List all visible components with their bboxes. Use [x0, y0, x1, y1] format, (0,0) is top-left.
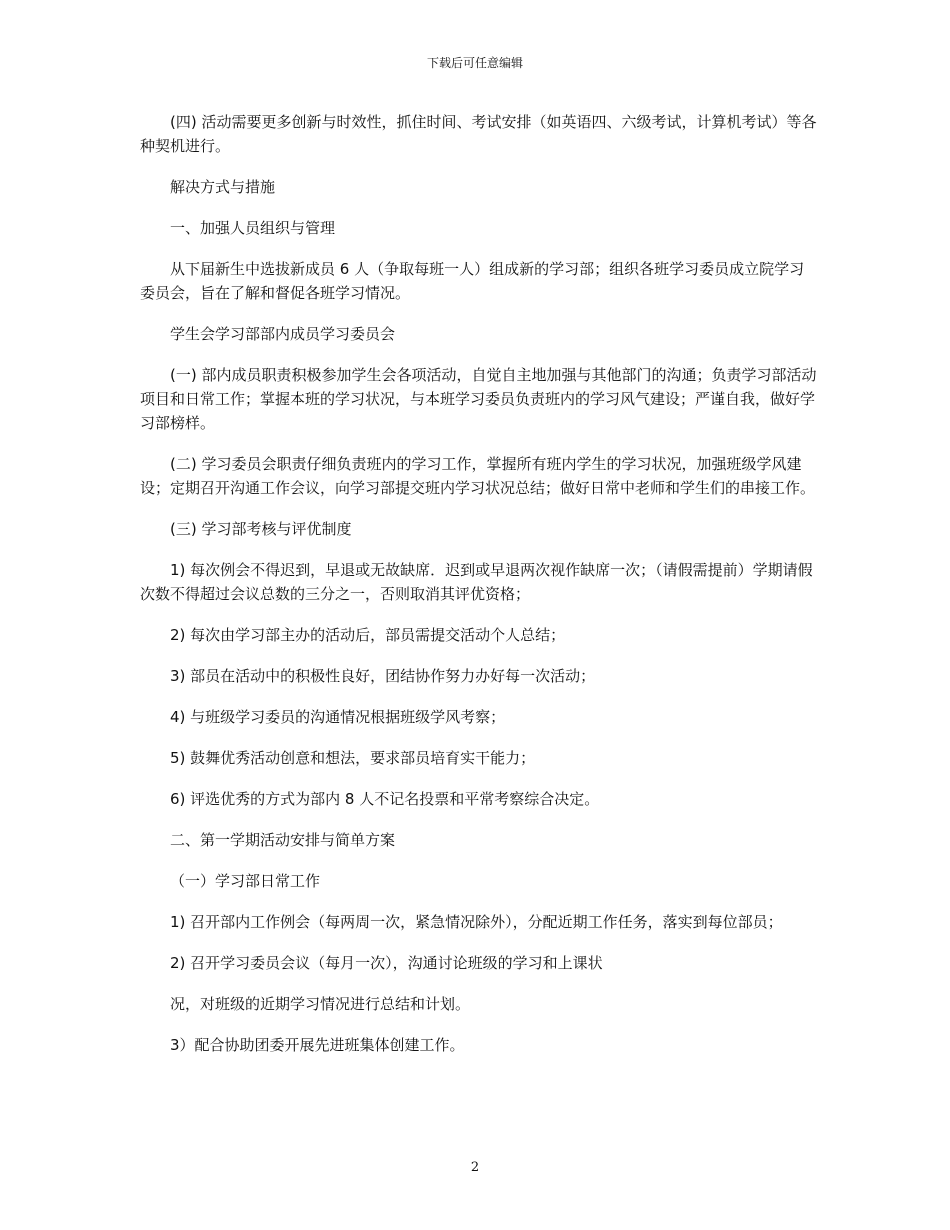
list-item: 2) 召开学习委员会议（每月一次），沟通讨论班级的学习和上课状 [170, 954, 603, 972]
paragraph: (二) 学习委员会职责仔细负责班内的学习工作，掌握所有班内学生的学习状况，加强班级学风建设；定期召开沟通工作会议，向学习部提交班内学习状况总结；做好日常中老师和学生们的串接工作。 [140, 455, 816, 497]
paragraph: (一) 部内成员职责积极参加学生会各项活动，自觉自主地加强与其他部门的沟通；负责学习部活动项目和日常工作；掌握本班的学习状况，与本班学习委员负责班内的学习风气建设；严谨自我，做好学习部榜样。 [140, 366, 817, 432]
paragraph: 学生会学习部部内成员学习委员会 [170, 325, 396, 343]
list-item: 1) 召开部内工作例会（每两周一次，紧急情况除外），分配近期工作任务，落实到每位部员； [170, 913, 783, 931]
section-heading: (三) 学习部考核与评优制度 [170, 520, 352, 538]
list-item: 3) 部员在活动中的积极性良好，团结协作努力办好每一次活动； [170, 667, 596, 685]
section-heading: 二、第一学期活动安排与简单方案 [170, 831, 396, 849]
page-number: 2 [470, 1160, 480, 1175]
page-header: 下载后可任意编辑 [426, 56, 523, 70]
paragraph: 从下届新生中选拔新成员 6 人（争取每班一人）组成新的学习部；组织各班学习委员成立院学习委员会，旨在了解和督促各班学习情况。 [140, 260, 805, 302]
list-item: 4) 与班级学习委员的沟通情况根据班级学风考察； [170, 708, 506, 726]
list-item: 2) 每次由学习部主办的活动后，部员需提交活动个人总结； [170, 626, 566, 644]
paragraph: 况，对班级的近期学习情况进行总结和计划。 [170, 995, 471, 1013]
list-item: 1) 每次例会不得迟到，早退或无故缺席．迟到或早退两次视作缺席一次；（请假需提前）学期请假次数不得超过会议总数的三分之一，否则取消其评优资格； [140, 561, 813, 603]
section-heading: 一、加强人员组织与管理 [170, 219, 336, 237]
document-body [140, 110, 818, 1074]
list-item: 5) 鼓舞优秀活动创意和想法，要求部员培育实干能力； [170, 749, 536, 767]
section-heading: 解决方式与措施 [170, 178, 276, 196]
list-item: 3）配合协助团委开展先进班集体创建工作。 [170, 1036, 465, 1054]
section-heading: （一）学习部日常工作 [170, 872, 321, 890]
paragraph: (四) 活动需要更多创新与时效性，抓住时间、考试安排（如英语四、六级考试，计算机考试）等各种契机进行。 [140, 113, 817, 155]
list-item: 6) 评选优秀的方式为部内 8 人不记名投票和平常考察综合决定。 [170, 790, 600, 808]
